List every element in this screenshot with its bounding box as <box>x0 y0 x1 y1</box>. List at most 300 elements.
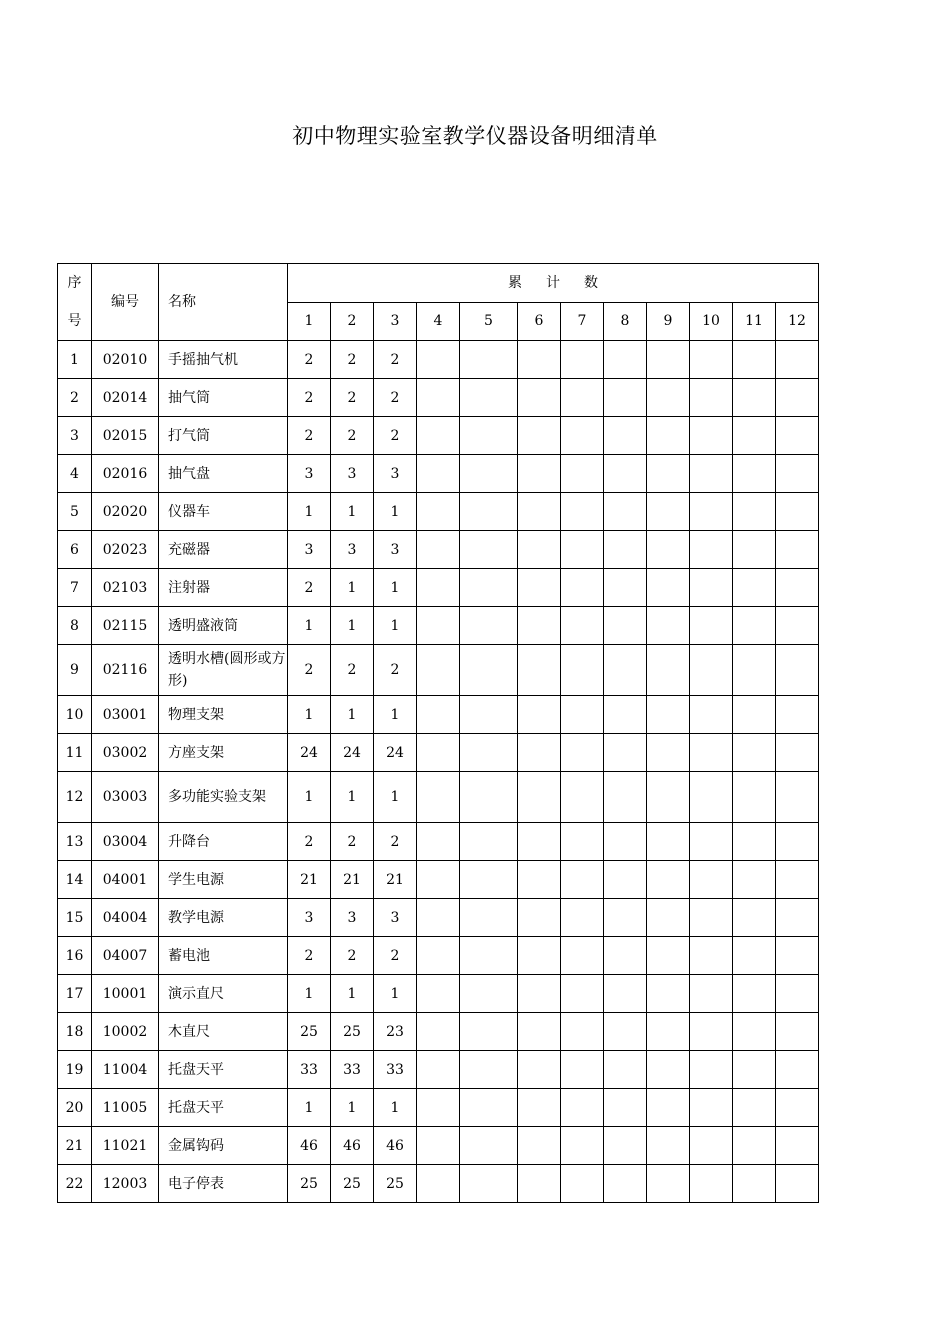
row-count-5 <box>460 823 518 861</box>
row-count-5 <box>460 975 518 1013</box>
row-count-6 <box>518 569 561 607</box>
row-code: 03001 <box>92 696 159 734</box>
row-count-9 <box>647 569 690 607</box>
header-code: 编号 <box>92 264 159 341</box>
row-count-8 <box>604 569 647 607</box>
row-count-1: 21 <box>288 861 331 899</box>
row-count-5 <box>460 1051 518 1089</box>
row-count-4 <box>417 1127 460 1165</box>
row-code: 04007 <box>92 937 159 975</box>
table-row <box>58 734 819 772</box>
row-count-7 <box>561 975 604 1013</box>
table-row <box>58 417 819 455</box>
row-count-8 <box>604 1051 647 1089</box>
row-count-5 <box>460 455 518 493</box>
row-count-8 <box>604 861 647 899</box>
row-count-4 <box>417 899 460 937</box>
row-count-10 <box>690 455 733 493</box>
row-count-10 <box>690 341 733 379</box>
table-row <box>58 861 819 899</box>
row-name: 抽气盘 <box>159 455 288 493</box>
row-count-7 <box>561 417 604 455</box>
row-count-11 <box>733 696 776 734</box>
row-count-6 <box>518 493 561 531</box>
row-count-5 <box>460 607 518 645</box>
row-count-2: 24 <box>331 734 374 772</box>
row-count-9 <box>647 607 690 645</box>
table-row <box>58 1051 819 1089</box>
row-count-11 <box>733 455 776 493</box>
row-count-6 <box>518 861 561 899</box>
row-code: 03004 <box>92 823 159 861</box>
row-code: 04004 <box>92 899 159 937</box>
row-count-9 <box>647 455 690 493</box>
row-count-6 <box>518 772 561 823</box>
row-code: 02010 <box>92 341 159 379</box>
row-count-10 <box>690 734 733 772</box>
row-count-7 <box>561 1013 604 1051</box>
row-count-4 <box>417 1089 460 1127</box>
row-count-2: 2 <box>331 341 374 379</box>
row-count-7 <box>561 531 604 569</box>
row-count-6 <box>518 899 561 937</box>
row-count-3: 2 <box>374 937 417 975</box>
row-name: 教学电源 <box>159 899 288 937</box>
row-count-1: 2 <box>288 937 331 975</box>
row-count-2: 1 <box>331 607 374 645</box>
row-count-8 <box>604 341 647 379</box>
row-count-6 <box>518 1165 561 1203</box>
row-count-4 <box>417 455 460 493</box>
row-count-9 <box>647 493 690 531</box>
row-seq: 8 <box>58 607 92 645</box>
row-count-8 <box>604 823 647 861</box>
row-count-1: 3 <box>288 899 331 937</box>
row-count-9 <box>647 1051 690 1089</box>
row-seq: 10 <box>58 696 92 734</box>
row-count-10 <box>690 1051 733 1089</box>
header-name: 名称 <box>159 264 288 341</box>
row-count-8 <box>604 1013 647 1051</box>
row-code: 12003 <box>92 1165 159 1203</box>
row-count-7 <box>561 937 604 975</box>
row-code: 04001 <box>92 861 159 899</box>
row-count-11 <box>733 417 776 455</box>
row-count-2: 1 <box>331 493 374 531</box>
table-row <box>58 341 819 379</box>
row-count-4 <box>417 861 460 899</box>
row-count-2: 21 <box>331 861 374 899</box>
row-count-9 <box>647 772 690 823</box>
table-row <box>58 696 819 734</box>
row-count-6 <box>518 417 561 455</box>
row-count-12 <box>776 417 819 455</box>
row-seq: 17 <box>58 975 92 1013</box>
row-count-1: 3 <box>288 531 331 569</box>
row-count-5 <box>460 1013 518 1051</box>
table-row <box>58 493 819 531</box>
table-row <box>58 772 819 823</box>
row-count-7 <box>561 1051 604 1089</box>
row-count-7 <box>561 823 604 861</box>
row-code: 02014 <box>92 379 159 417</box>
row-count-5 <box>460 645 518 696</box>
row-count-6 <box>518 734 561 772</box>
row-count-12 <box>776 899 819 937</box>
row-count-2: 25 <box>331 1165 374 1203</box>
row-name: 托盘天平 <box>159 1051 288 1089</box>
header-accum-char: 数 <box>584 274 598 291</box>
row-name: 电子停表 <box>159 1165 288 1203</box>
row-seq: 19 <box>58 1051 92 1089</box>
table-row <box>58 607 819 645</box>
row-seq: 12 <box>58 772 92 823</box>
table-row <box>58 531 819 569</box>
row-seq: 21 <box>58 1127 92 1165</box>
table-row <box>58 1089 819 1127</box>
row-count-1: 3 <box>288 455 331 493</box>
row-seq: 22 <box>58 1165 92 1203</box>
row-count-4 <box>417 734 460 772</box>
row-count-1: 25 <box>288 1165 331 1203</box>
row-count-11 <box>733 823 776 861</box>
row-count-6 <box>518 1051 561 1089</box>
row-count-8 <box>604 379 647 417</box>
row-count-2: 1 <box>331 772 374 823</box>
row-count-3: 1 <box>374 696 417 734</box>
row-count-5 <box>460 531 518 569</box>
row-count-12 <box>776 645 819 696</box>
row-count-3: 1 <box>374 975 417 1013</box>
row-count-3: 21 <box>374 861 417 899</box>
row-count-11 <box>733 772 776 823</box>
row-count-4 <box>417 531 460 569</box>
row-count-4 <box>417 493 460 531</box>
row-count-2: 2 <box>331 823 374 861</box>
row-count-2: 2 <box>331 937 374 975</box>
row-count-2: 25 <box>331 1013 374 1051</box>
table-row <box>58 899 819 937</box>
row-count-1: 1 <box>288 607 331 645</box>
row-name: 注射器 <box>159 569 288 607</box>
row-count-11 <box>733 341 776 379</box>
row-count-7 <box>561 1127 604 1165</box>
row-code: 02116 <box>92 645 159 696</box>
row-count-2: 2 <box>331 645 374 696</box>
row-count-9 <box>647 341 690 379</box>
row-count-9 <box>647 645 690 696</box>
row-seq: 2 <box>58 379 92 417</box>
row-name: 充磁器 <box>159 531 288 569</box>
row-code: 02020 <box>92 493 159 531</box>
column-number: 12 <box>776 302 819 341</box>
row-count-7 <box>561 696 604 734</box>
row-count-12 <box>776 937 819 975</box>
row-count-7 <box>561 772 604 823</box>
row-count-9 <box>647 734 690 772</box>
row-count-5 <box>460 379 518 417</box>
row-count-7 <box>561 1165 604 1203</box>
row-count-6 <box>518 531 561 569</box>
row-count-1: 2 <box>288 823 331 861</box>
row-count-1: 24 <box>288 734 331 772</box>
row-seq: 6 <box>58 531 92 569</box>
row-count-1: 2 <box>288 341 331 379</box>
row-count-10 <box>690 1089 733 1127</box>
row-count-8 <box>604 975 647 1013</box>
row-count-8 <box>604 455 647 493</box>
row-count-3: 2 <box>374 341 417 379</box>
header-seq <box>58 264 92 341</box>
row-count-4 <box>417 1051 460 1089</box>
row-count-3: 3 <box>374 899 417 937</box>
row-count-12 <box>776 975 819 1013</box>
header-row-1 <box>58 264 819 303</box>
row-count-6 <box>518 607 561 645</box>
row-count-3: 46 <box>374 1127 417 1165</box>
row-code: 03002 <box>92 734 159 772</box>
row-count-10 <box>690 607 733 645</box>
row-count-2: 3 <box>331 899 374 937</box>
header-seq-bottom: 号 <box>67 313 82 329</box>
row-count-4 <box>417 1013 460 1051</box>
row-count-6 <box>518 1127 561 1165</box>
row-count-2: 1 <box>331 696 374 734</box>
row-count-7 <box>561 569 604 607</box>
row-name: 仪器车 <box>159 493 288 531</box>
row-name: 方座支架 <box>159 734 288 772</box>
row-count-12 <box>776 696 819 734</box>
row-count-6 <box>518 975 561 1013</box>
row-count-9 <box>647 1089 690 1127</box>
row-count-10 <box>690 823 733 861</box>
equipment-table <box>57 263 819 1203</box>
row-count-5 <box>460 696 518 734</box>
row-name: 金属钩码 <box>159 1127 288 1165</box>
row-count-10 <box>690 645 733 696</box>
row-count-11 <box>733 493 776 531</box>
row-count-2: 1 <box>331 975 374 1013</box>
table-row <box>58 379 819 417</box>
column-number: 9 <box>647 302 690 341</box>
row-count-8 <box>604 531 647 569</box>
table-row <box>58 937 819 975</box>
row-count-12 <box>776 823 819 861</box>
row-count-2: 2 <box>331 417 374 455</box>
row-count-8 <box>604 493 647 531</box>
row-code: 02015 <box>92 417 159 455</box>
row-count-6 <box>518 379 561 417</box>
row-seq: 3 <box>58 417 92 455</box>
row-count-6 <box>518 1089 561 1127</box>
row-count-2: 1 <box>331 1089 374 1127</box>
column-number: 2 <box>331 302 374 341</box>
row-count-7 <box>561 1089 604 1127</box>
table-row <box>58 455 819 493</box>
row-count-5 <box>460 417 518 455</box>
row-seq: 14 <box>58 861 92 899</box>
row-seq: 15 <box>58 899 92 937</box>
row-count-4 <box>417 696 460 734</box>
row-count-5 <box>460 899 518 937</box>
table-row <box>58 569 819 607</box>
table-row <box>58 823 819 861</box>
row-count-9 <box>647 1165 690 1203</box>
row-seq: 11 <box>58 734 92 772</box>
row-count-8 <box>604 1127 647 1165</box>
row-count-9 <box>647 531 690 569</box>
row-count-3: 33 <box>374 1051 417 1089</box>
row-count-9 <box>647 696 690 734</box>
row-count-6 <box>518 823 561 861</box>
row-count-12 <box>776 772 819 823</box>
row-count-10 <box>690 1013 733 1051</box>
row-count-10 <box>690 531 733 569</box>
row-count-3: 25 <box>374 1165 417 1203</box>
column-number: 4 <box>417 302 460 341</box>
row-count-11 <box>733 975 776 1013</box>
row-count-11 <box>733 734 776 772</box>
row-count-8 <box>604 696 647 734</box>
row-count-3: 3 <box>374 455 417 493</box>
row-count-1: 2 <box>288 645 331 696</box>
row-count-12 <box>776 569 819 607</box>
row-code: 02103 <box>92 569 159 607</box>
row-count-5 <box>460 341 518 379</box>
row-code: 02016 <box>92 455 159 493</box>
row-count-12 <box>776 455 819 493</box>
row-count-5 <box>460 493 518 531</box>
row-count-12 <box>776 1089 819 1127</box>
row-count-11 <box>733 379 776 417</box>
row-count-12 <box>776 734 819 772</box>
row-count-3: 2 <box>374 379 417 417</box>
row-count-5 <box>460 772 518 823</box>
row-seq: 9 <box>58 645 92 696</box>
row-count-7 <box>561 455 604 493</box>
row-code: 10001 <box>92 975 159 1013</box>
row-count-5 <box>460 1089 518 1127</box>
row-count-6 <box>518 1013 561 1051</box>
page-title: 初中物理实验室教学仪器设备明细清单 <box>292 124 658 148</box>
row-count-11 <box>733 937 776 975</box>
row-count-9 <box>647 899 690 937</box>
row-count-4 <box>417 645 460 696</box>
row-count-11 <box>733 569 776 607</box>
row-count-8 <box>604 645 647 696</box>
column-number: 3 <box>374 302 417 341</box>
row-count-9 <box>647 1127 690 1165</box>
row-count-1: 1 <box>288 772 331 823</box>
row-count-12 <box>776 1127 819 1165</box>
row-count-1: 46 <box>288 1127 331 1165</box>
row-count-4 <box>417 937 460 975</box>
header-seq-top: 序 <box>67 275 82 291</box>
row-count-8 <box>604 1165 647 1203</box>
row-count-2: 3 <box>331 531 374 569</box>
row-count-10 <box>690 1165 733 1203</box>
row-seq: 1 <box>58 341 92 379</box>
row-count-9 <box>647 861 690 899</box>
row-count-7 <box>561 607 604 645</box>
row-count-10 <box>690 975 733 1013</box>
row-count-5 <box>460 734 518 772</box>
row-count-5 <box>460 861 518 899</box>
row-count-3: 1 <box>374 1089 417 1127</box>
row-code: 11005 <box>92 1089 159 1127</box>
row-count-6 <box>518 645 561 696</box>
row-count-6 <box>518 696 561 734</box>
row-count-2: 2 <box>331 379 374 417</box>
row-count-11 <box>733 645 776 696</box>
row-count-7 <box>561 341 604 379</box>
row-count-12 <box>776 379 819 417</box>
row-count-5 <box>460 1165 518 1203</box>
row-count-8 <box>604 899 647 937</box>
row-count-3: 3 <box>374 531 417 569</box>
row-count-3: 1 <box>374 569 417 607</box>
header-accum-char: 累 <box>508 274 522 291</box>
row-count-11 <box>733 607 776 645</box>
table-row <box>58 1165 819 1203</box>
row-count-4 <box>417 823 460 861</box>
row-count-2: 3 <box>331 455 374 493</box>
row-seq: 20 <box>58 1089 92 1127</box>
table-row <box>58 1013 819 1051</box>
row-count-5 <box>460 1127 518 1165</box>
row-count-11 <box>733 1089 776 1127</box>
row-name: 手摇抽气机 <box>159 341 288 379</box>
row-count-9 <box>647 975 690 1013</box>
row-count-12 <box>776 341 819 379</box>
row-count-4 <box>417 607 460 645</box>
row-count-3: 1 <box>374 607 417 645</box>
row-count-3: 2 <box>374 417 417 455</box>
row-code: 11021 <box>92 1127 159 1165</box>
row-seq: 18 <box>58 1013 92 1051</box>
row-count-4 <box>417 341 460 379</box>
row-count-10 <box>690 861 733 899</box>
row-count-6 <box>518 341 561 379</box>
column-number: 8 <box>604 302 647 341</box>
row-count-8 <box>604 1089 647 1127</box>
row-count-10 <box>690 899 733 937</box>
header-accum-char: 计 <box>546 274 560 291</box>
row-seq: 4 <box>58 455 92 493</box>
row-count-3: 2 <box>374 645 417 696</box>
row-count-12 <box>776 493 819 531</box>
row-count-4 <box>417 772 460 823</box>
row-count-3: 23 <box>374 1013 417 1051</box>
row-name: 木直尺 <box>159 1013 288 1051</box>
row-name: 托盘天平 <box>159 1089 288 1127</box>
row-count-1: 25 <box>288 1013 331 1051</box>
row-count-12 <box>776 1013 819 1051</box>
row-count-4 <box>417 417 460 455</box>
column-number: 5 <box>460 302 518 341</box>
column-number: 10 <box>690 302 733 341</box>
table-row <box>58 645 819 696</box>
row-count-9 <box>647 379 690 417</box>
row-count-11 <box>733 1051 776 1089</box>
row-count-2: 1 <box>331 569 374 607</box>
column-number: 11 <box>733 302 776 341</box>
row-count-1: 1 <box>288 975 331 1013</box>
row-count-1: 2 <box>288 569 331 607</box>
row-code: 10002 <box>92 1013 159 1051</box>
row-count-2: 46 <box>331 1127 374 1165</box>
row-code: 03003 <box>92 772 159 823</box>
